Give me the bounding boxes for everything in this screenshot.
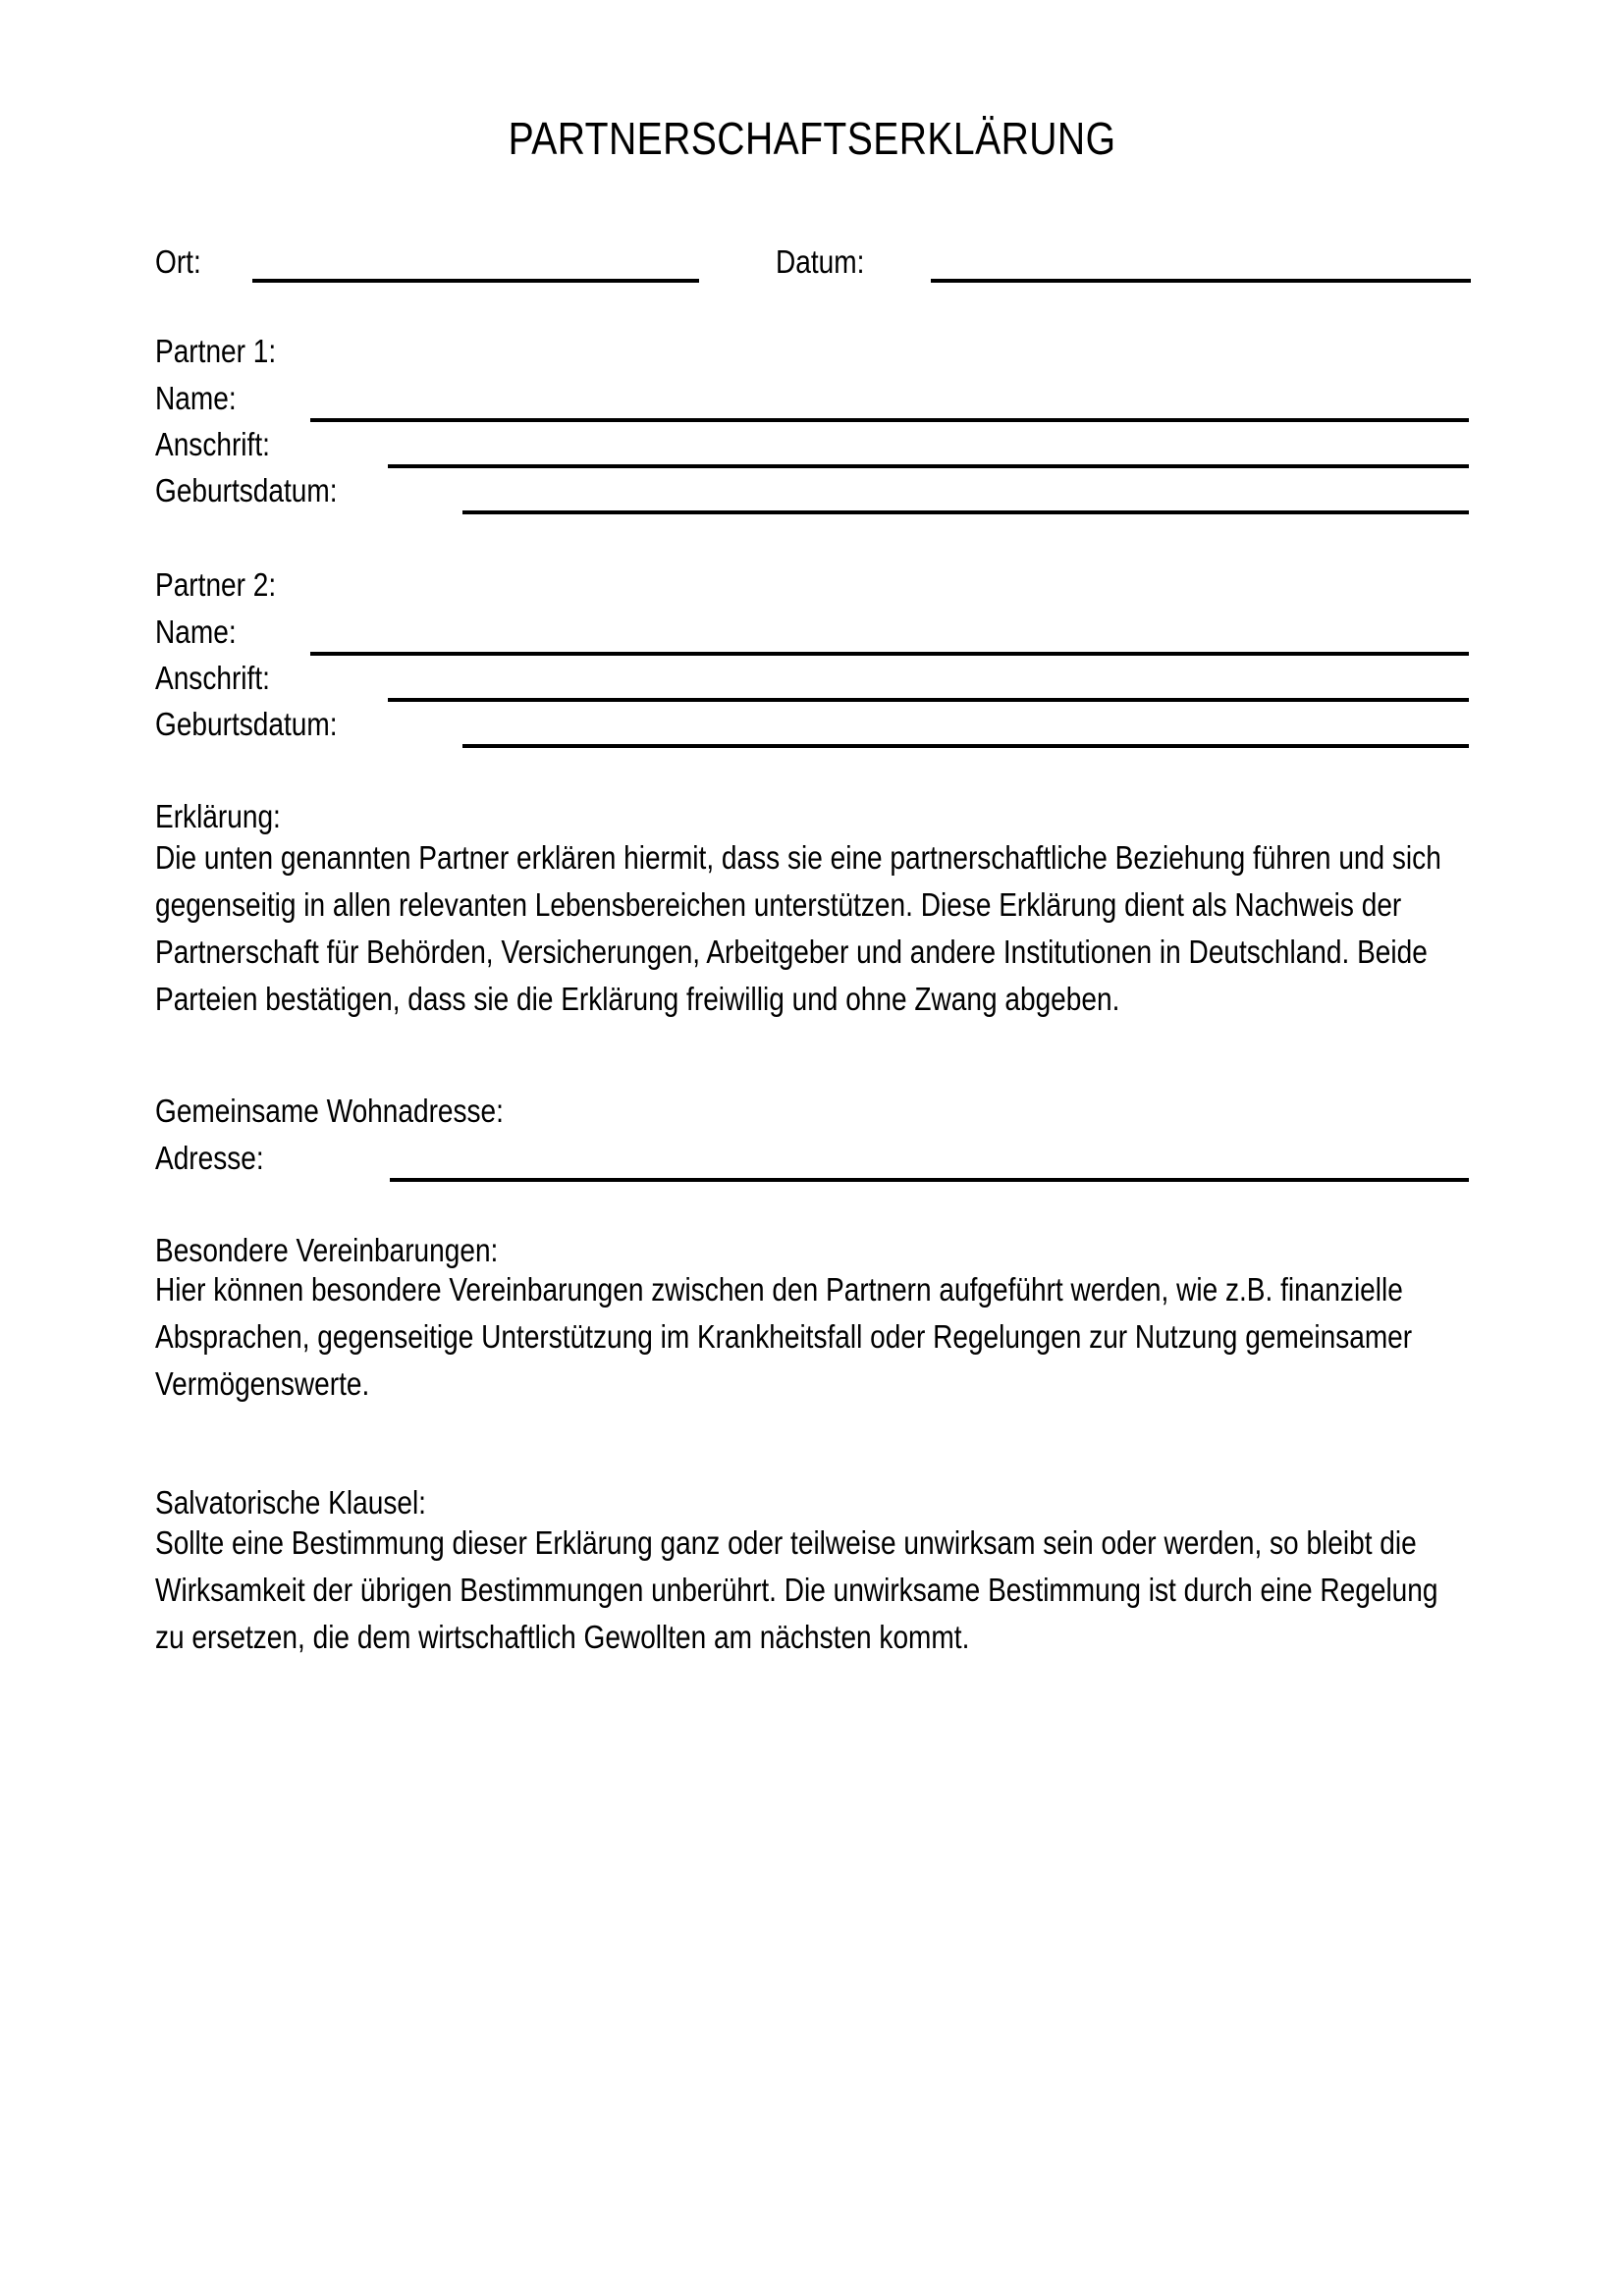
partner1-geburtsdatum-field-line[interactable]	[462, 510, 1469, 514]
partner2-name-label: Name:	[155, 614, 237, 650]
partner2-anschrift-label: Anschrift:	[155, 660, 270, 696]
partner1-name-field-line[interactable]	[310, 418, 1469, 422]
partner2-heading: Partner 2:	[155, 566, 277, 603]
partner1-geburtsdatum-label: Geburtsdatum:	[155, 472, 338, 508]
partner2-name-field-line[interactable]	[310, 652, 1469, 656]
ort-label: Ort:	[155, 243, 201, 280]
adresse-field-line[interactable]	[390, 1178, 1469, 1182]
vereinbarungen-heading: Besondere Vereinbarungen:	[155, 1232, 499, 1268]
klausel-text: Sollte eine Bestimmung dieser Erklärung ganz oder teilweise unwirksam sein oder werden, so bleibt die Wirksamkeit der übrigen Bestimmungen unberührt. Die unwirksame Bestimmung ist durch eine Regelung zu ersetzen, die dem wirtschaftlich Gewollten am nächsten kommt.	[155, 1524, 1438, 1655]
datum-field-line[interactable]	[931, 279, 1471, 283]
datum-label: Datum:	[776, 243, 865, 280]
erklaerung-text: Die unten genannten Partner erklären hiermit, dass sie eine partnerschaftliche Beziehung führen und sich gegenseitig in allen relevanten Lebensbereichen unterstützen. Diese Erklärung dient als Nachweis der Partnerschaft für Behörden, Versicherungen, Arbeitgeber und andere Institutionen in Deutschland. Beide Parteien bestätigen, dass sie die Erklärung freiwillig und ohne Zwang abgeben.	[155, 839, 1441, 1017]
klausel-heading: Salvatorische Klausel:	[155, 1484, 426, 1521]
partner2-anschrift-field-line[interactable]	[388, 698, 1469, 702]
partner1-name-label: Name:	[155, 380, 237, 416]
partner1-anschrift-field-line[interactable]	[388, 464, 1469, 468]
partner1-anschrift-label: Anschrift:	[155, 426, 270, 462]
adresse-label: Adresse:	[155, 1140, 264, 1176]
partner2-geburtsdatum-label: Geburtsdatum:	[155, 706, 338, 742]
wohnadresse-heading: Gemeinsame Wohnadresse:	[155, 1093, 504, 1129]
document-title: PARTNERSCHAFTSERKLÄRUNG	[508, 113, 1116, 164]
vereinbarungen-text: Hier können besondere Vereinbarungen zwischen den Partnern aufgeführt werden, wie z.B. finanzielle Absprachen, gegenseitige Unterstützung im Krankheitsfall oder Regelungen zur Nutzung gemeinsamer Vermögenswerte.	[155, 1271, 1413, 1402]
erklaerung-heading: Erklärung:	[155, 798, 281, 834]
partner1-heading: Partner 1:	[155, 333, 277, 369]
partner2-geburtsdatum-field-line[interactable]	[462, 744, 1469, 748]
ort-field-line[interactable]	[252, 279, 699, 283]
